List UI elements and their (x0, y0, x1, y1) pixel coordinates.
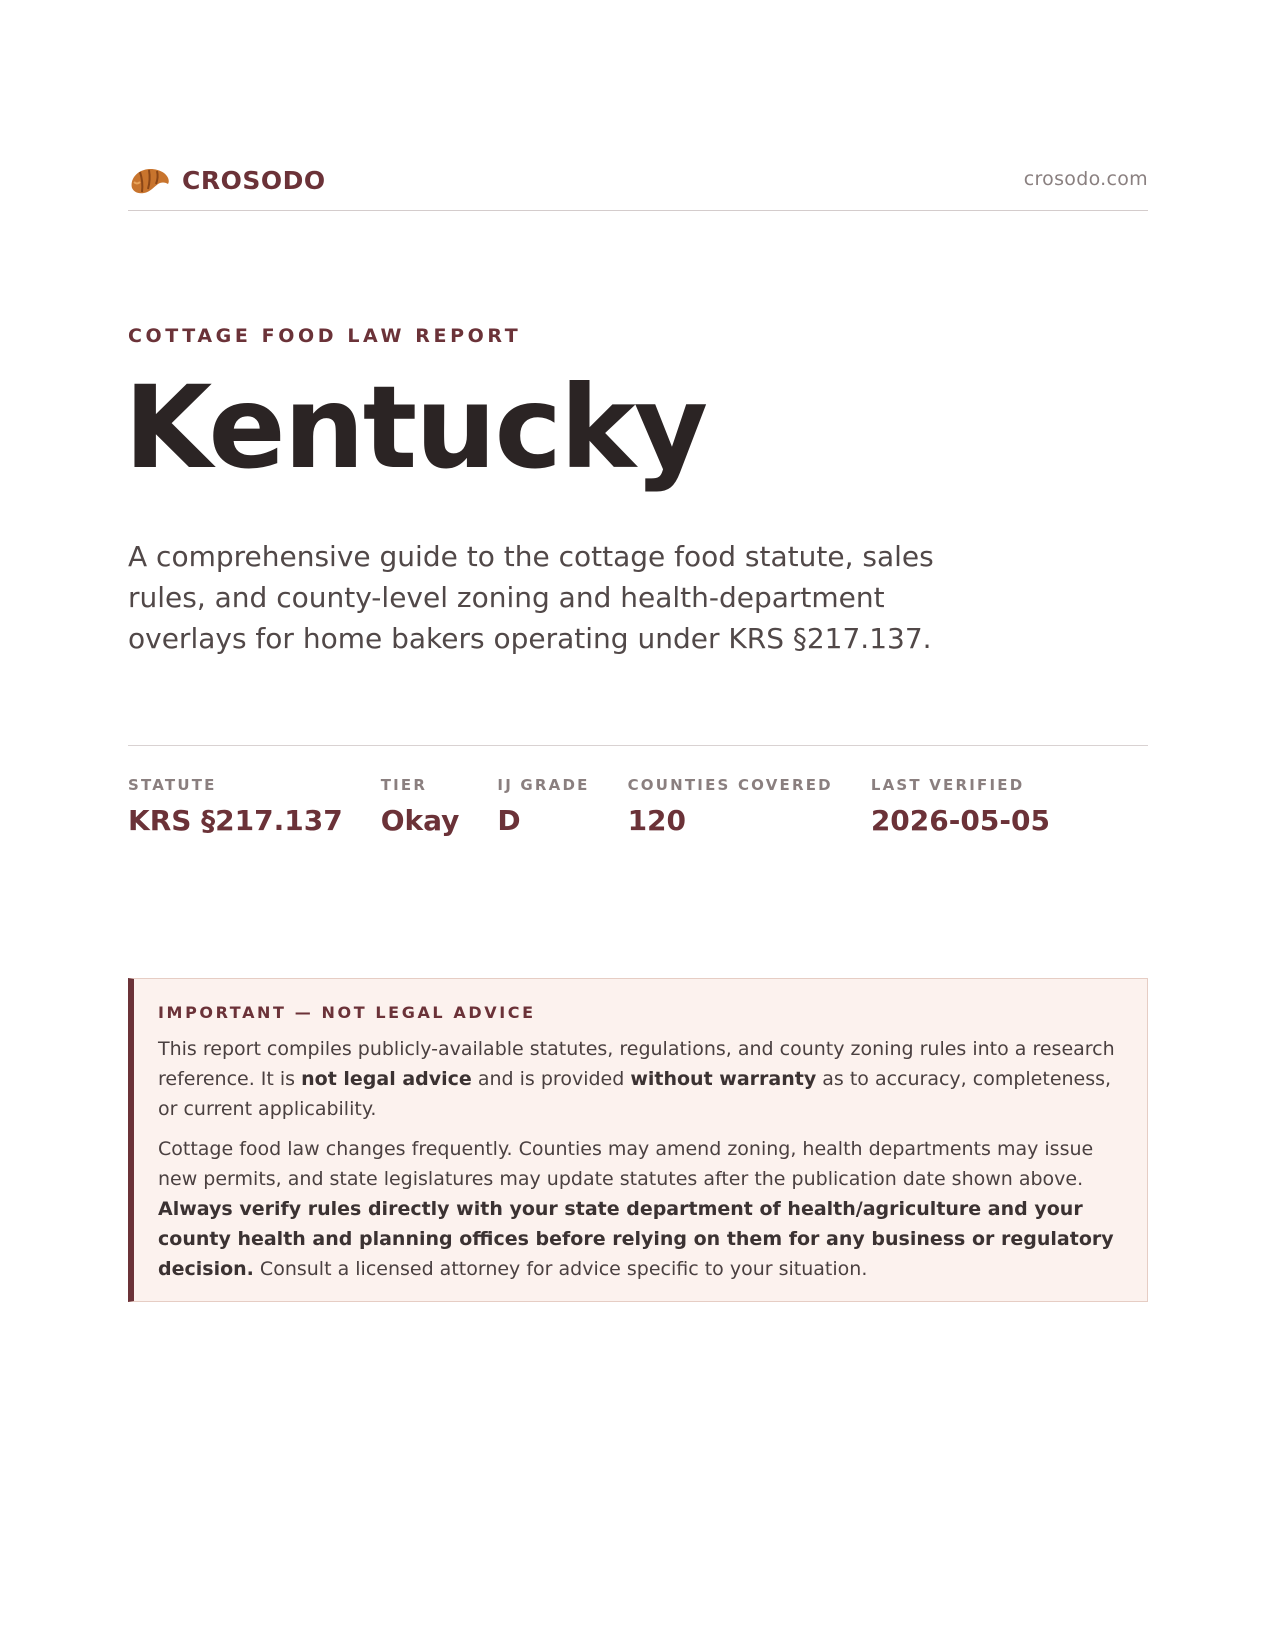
stat-ij-grade (497, 776, 589, 837)
brand[interactable] (128, 162, 326, 198)
notice-text: as to accuracy, completeness, or current applicability. (158, 1068, 1112, 1120)
stat-value: 120 (627, 804, 687, 837)
notice-text: Consult a licensed attorney for advice specific to your situation. (253, 1258, 868, 1280)
stats-row (128, 745, 1148, 837)
stat-value: 2026-05-05 (870, 804, 1050, 837)
stat-label: IJ GRADE (497, 776, 590, 794)
croissant-icon (128, 162, 172, 198)
stat-tier (381, 776, 460, 837)
notice-text: This report compiles publicly-available statutes, regulations, and county zoning rules into a research reference. It is (158, 1038, 1115, 1090)
stat-statute (128, 776, 343, 837)
notice-emphasis: without warranty (630, 1068, 817, 1090)
notice-paragraph-1 (158, 1034, 1123, 1124)
stat-counties-covered (628, 776, 833, 837)
stat-label: COUNTIES COVERED (627, 776, 833, 794)
notice-paragraph-2 (158, 1134, 1123, 1284)
notice-title: IMPORTANT — NOT LEGAL ADVICE (158, 1003, 536, 1022)
page-header (128, 158, 1148, 211)
stat-value: KRS §217.137 (128, 804, 343, 837)
notice-text: and is provided (471, 1068, 631, 1090)
notice-text: Cottage food law changes frequently. Counties may amend zoning, health departments may issue new permits, and state legislatures may update statutes after the publication date shown above. (158, 1138, 1094, 1190)
report-eyebrow: COTTAGE FOOD LAW REPORT (128, 325, 522, 347)
stat-last-verified (871, 776, 1050, 837)
notice-emphasis: Always verify rules directly with your state department of health/agriculture and your county health and planning offices before relying on them for any business or regulatory decision. (158, 1198, 1114, 1280)
report-summary: A comprehensive guide to the cottage food statute, sales rules, and county-level zoning and health-department overlays for home bakers operating under KRS §217.137. (128, 540, 934, 655)
notice-emphasis: not legal advice (301, 1068, 472, 1090)
stat-label: STATUTE (128, 776, 217, 794)
site-url-link[interactable]: crosodo.com (1023, 168, 1148, 190)
stat-label: LAST VERIFIED (870, 776, 1025, 794)
stat-label: TIER (380, 776, 428, 794)
legal-notice-box (128, 978, 1148, 1302)
page-title: Kentucky (124, 361, 707, 494)
brand-name: CROSODO (182, 165, 326, 195)
stat-value: Okay (380, 804, 460, 837)
stat-value: D (497, 804, 521, 837)
